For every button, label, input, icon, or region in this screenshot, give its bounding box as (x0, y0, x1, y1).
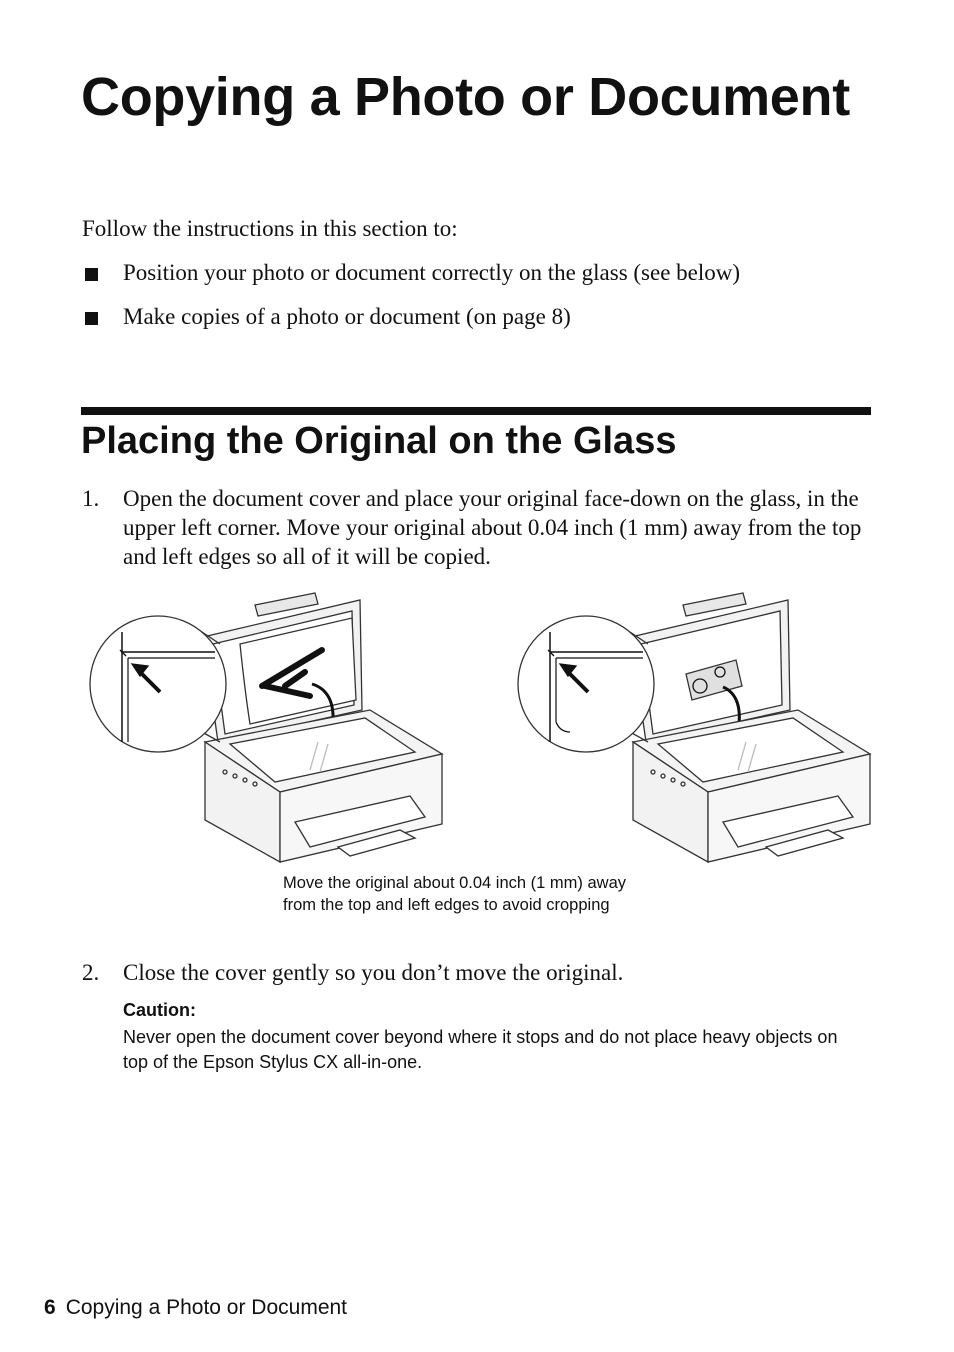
step-text: Close the cover gently so you don’t move the original. (123, 960, 624, 985)
page-number: 6 (44, 1296, 56, 1319)
printer-left-image (90, 593, 442, 862)
bullet-text: Make copies of a photo or document (on page 8) (123, 304, 571, 329)
figure-caption (283, 872, 703, 916)
section-divider (81, 407, 871, 415)
caution-text: Never open the document cover beyond where it stops and do not place heavy objects on top of the Epson Stylus CX all-in-one. (123, 1027, 838, 1072)
step-text: Open the document cover and place your original face-down on the glass, in the upper left corner. Move your original about 0.04 inch (1 mm) away from the top and left edges so all of it will be copied. (123, 486, 862, 569)
section-title: Placing the Original on the Glass (81, 420, 677, 462)
bullet-text: Position your photo or document correctly on the glass (see below) (123, 260, 741, 285)
page-footer (44, 1296, 347, 1320)
caption-line: Move the original about 0.04 inch (1 mm) away (283, 874, 627, 892)
page-title: Copying a Photo or Document (81, 67, 850, 127)
printer-right-image (518, 593, 870, 862)
step-number: 1. (82, 486, 100, 511)
intro-text: Follow the instructions in this section to: (82, 216, 458, 241)
bullet-square-icon (85, 312, 98, 325)
caution-label: Caution: (123, 1000, 196, 1020)
footer-section-title: Copying a Photo or Document (65, 1296, 348, 1319)
caption-line: from the top and left edges to avoid cropping (283, 896, 610, 914)
bullet-square-icon (85, 268, 98, 281)
scanner-illustration (80, 592, 880, 872)
step-number: 2. (82, 960, 100, 985)
